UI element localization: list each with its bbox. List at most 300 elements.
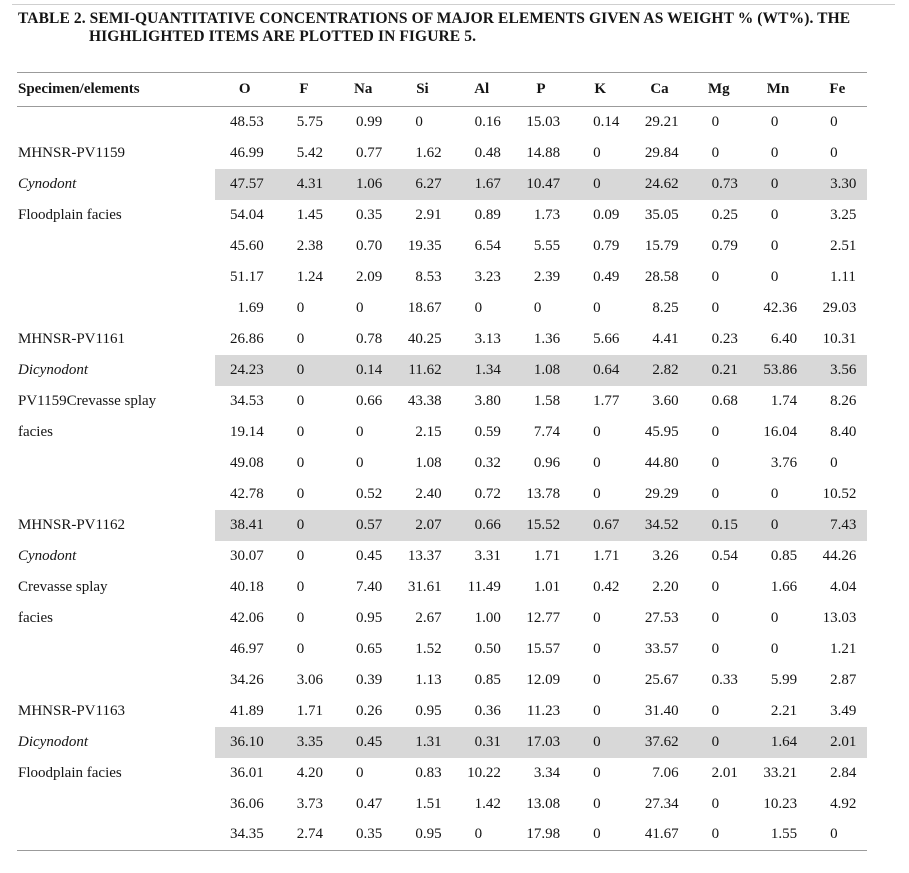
value-cell: 0 [296,485,305,502]
value-cell: 33.21 [763,764,798,781]
value-cell: 1.36 [533,330,561,347]
value-cell: 0 [356,454,364,471]
value-cell: 1.51 [415,795,442,812]
table-row [17,696,867,727]
value-cell: 6.54 [474,237,501,254]
value-cell: 17.03 [511,727,570,758]
value-cell: 0 [593,485,601,502]
value-cell: 43.38 [407,392,442,409]
col-header-Fe: Fe [808,73,867,107]
value-cell: 0 [711,454,720,471]
value-cell: 0.59 [474,423,501,440]
value-cell: 2.01 [711,764,738,781]
value-cell: 2.39 [533,268,561,285]
value-cell: 0 [830,454,838,471]
value-cell: 0.48 [474,144,501,161]
specimen-label [17,262,215,293]
value-cell: 1.00 [474,609,501,626]
value-cell: 30.07 [230,547,264,564]
value-cell: 1.66 [770,578,798,595]
value-cell: 8.53 [415,268,442,285]
value-cell: 53.86 [748,355,807,386]
value-cell: 0.21 [689,355,748,386]
value-cell: 4.20 [296,764,324,781]
value-cell: 29.21 [644,113,679,130]
value-cell: 0 [296,423,305,440]
value-cell: 0 [711,144,720,161]
value-cell: 54.04 [230,206,264,223]
value-cell: 1.71 [296,702,324,719]
value-cell: 26.86 [230,330,264,347]
specimen-label: Dicynodont [18,361,88,378]
value-cell: 1.45 [296,206,324,223]
value-cell: 3.26 [652,547,679,564]
value-cell: 46.99 [230,144,264,161]
value-cell: 45.60 [230,237,264,254]
value-cell: 3.25 [830,206,857,223]
value-cell: 0.73 [689,169,748,200]
value-cell: 0.95 [415,702,442,719]
value-cell: 2.84 [830,764,857,781]
value-cell: 12.77 [526,609,561,626]
value-cell: 0 [830,144,838,161]
value-cell: 0 [770,113,779,130]
value-cell: 49.08 [230,454,264,471]
value-cell: 1.55 [770,826,798,843]
value-cell: 1.13 [415,671,442,688]
value-cell: 15.79 [644,237,679,254]
value-cell: 0 [770,144,779,161]
value-cell: 47.57 [215,169,274,200]
value-cell: 0.14 [593,113,620,130]
value-cell: 0.95 [356,609,383,626]
value-cell: 0.39 [356,671,383,688]
value-cell: 2.20 [652,578,679,595]
value-cell: 4.04 [830,578,857,595]
value-cell: 0.32 [474,454,501,471]
value-cell: 0 [593,764,601,781]
value-cell: 0.45 [356,547,383,564]
value-cell: 1.71 [593,547,620,564]
value-cell: 2.01 [808,727,867,758]
value-cell: 0.79 [593,237,620,254]
value-cell: 2.07 [393,510,452,541]
value-cell: 6.27 [393,169,452,200]
table-row [17,293,867,324]
value-cell: 31.40 [644,702,679,719]
value-cell: 2.74 [296,826,324,843]
specimen-label [17,107,215,138]
value-cell: 28.58 [644,268,679,285]
value-cell: 0.35 [356,826,383,843]
value-cell: 0 [296,578,305,595]
table-caption [18,10,901,46]
value-cell: 0 [593,144,601,161]
value-cell: 2.09 [356,268,383,285]
value-cell: 0 [830,826,838,843]
col-header-Si: Si [393,73,452,107]
value-cell: 0.79 [711,237,738,254]
value-cell: 11.49 [467,578,501,595]
table-row [17,727,867,758]
value-cell: 4.31 [274,169,333,200]
value-cell: 2.91 [415,206,442,223]
value-cell: 24.23 [215,355,274,386]
value-cell: 10.22 [467,764,501,781]
value-cell: 3.34 [533,764,561,781]
value-cell: 0 [593,609,601,626]
value-cell: 1.69 [237,299,264,316]
value-cell: 0 [356,764,364,781]
value-cell: 0.70 [356,237,383,254]
value-cell: 15.52 [511,510,570,541]
value-cell: 3.60 [652,392,679,409]
value-cell: 0.45 [334,727,393,758]
value-cell: 1.64 [748,727,807,758]
value-cell: 3.49 [830,702,857,719]
value-cell: 15.57 [526,640,561,657]
value-cell: 15.03 [526,113,561,130]
value-cell: 42.78 [230,485,264,502]
value-cell: 0.25 [711,206,738,223]
table-row [17,107,867,138]
value-cell: 6.40 [770,330,798,347]
value-cell: 0.16 [474,113,501,130]
value-cell: 1.24 [296,268,324,285]
value-cell: 19.35 [407,237,442,254]
value-cell: 2.51 [830,237,857,254]
value-cell: 0.54 [711,547,738,564]
value-cell: 1.58 [533,392,561,409]
elements-table [17,72,867,851]
value-cell: 1.01 [533,578,561,595]
value-cell: 36.06 [230,795,264,812]
value-cell: 0.77 [356,144,383,161]
value-cell: 3.35 [274,727,333,758]
col-header-Al: Al [452,73,511,107]
value-cell: 0 [296,547,305,564]
value-cell: 0.52 [356,485,383,502]
value-cell: 0 [296,392,305,409]
value-cell: 36.10 [215,727,274,758]
value-cell: 0 [356,423,364,440]
value-cell: 29.29 [644,485,679,502]
table-row [17,417,867,448]
value-cell: 1.08 [511,355,570,386]
value-cell: 16.04 [763,423,798,440]
value-cell: 0 [571,169,630,200]
value-cell: 0 [711,826,720,843]
value-cell: 13.03 [822,609,857,626]
value-cell: 1.77 [593,392,620,409]
value-cell: 0.85 [474,671,501,688]
value-cell: 1.67 [452,169,511,200]
table-row [17,324,867,355]
value-cell: 3.13 [474,330,501,347]
value-cell: 8.26 [830,392,857,409]
specimen-label [17,448,215,479]
value-cell: 42.06 [230,609,264,626]
value-cell: 38.41 [215,510,274,541]
value-cell: 2.38 [296,237,324,254]
table-row [17,820,867,851]
value-cell: 0 [296,454,305,471]
value-cell: 5.75 [296,113,324,130]
value-cell: 3.31 [474,547,501,564]
value-cell: 0 [689,727,748,758]
specimen-label: Floodplain facies [18,206,122,223]
caption-line-1: TABLE 2. SEMI-QUANTITATIVE CONCENTRATIONS OF MAJOR ELEMENTS GIVEN AS WEIGHT % (WT%). THE [18,10,851,27]
col-header-Ca: Ca [630,73,689,107]
value-cell: 2.15 [415,423,442,440]
value-cell: 0 [711,640,720,657]
value-cell: 29.03 [822,299,857,316]
value-cell: 1.34 [452,355,511,386]
value-cell: 0 [593,454,601,471]
value-cell: 0 [770,640,779,657]
specimen-label: Crevasse splay [18,578,108,595]
value-cell: 0 [593,795,601,812]
table-row [17,262,867,293]
value-cell: 33.57 [644,640,679,657]
value-cell: 3.80 [474,392,501,409]
value-cell: 0.95 [415,826,442,843]
col-header-F: F [274,73,333,107]
value-cell: 0 [711,299,720,316]
value-cell: 36.01 [230,764,264,781]
value-cell: 0.42 [593,578,620,595]
value-cell: 0.09 [593,206,620,223]
table-row [17,355,867,386]
table-row [17,541,867,572]
value-cell: 0.66 [356,392,383,409]
value-cell: 0 [711,609,720,626]
value-cell: 0.26 [356,702,383,719]
value-cell: 0 [711,795,720,812]
value-cell: 7.74 [533,423,561,440]
value-cell: 0 [770,485,779,502]
table-row [17,789,867,820]
value-cell: 0.14 [334,355,393,386]
value-cell: 0.35 [356,206,383,223]
value-cell: 2.40 [415,485,442,502]
value-cell: 1.08 [415,454,442,471]
specimen-label [17,789,215,820]
table-body [17,107,867,851]
value-cell: 0 [711,113,720,130]
table-row [17,138,867,169]
value-cell: 13.37 [407,547,442,564]
specimen-label [17,665,215,696]
value-cell: 0.23 [711,330,738,347]
value-cell: 10.52 [822,485,857,502]
value-cell: 0.36 [474,702,501,719]
value-cell: 0 [593,671,601,688]
value-cell: 14.88 [526,144,561,161]
value-cell: 5.55 [533,237,561,254]
value-cell: 44.80 [644,454,679,471]
value-cell: 24.62 [630,169,689,200]
value-cell: 11.23 [526,702,561,719]
value-cell: 0 [593,702,601,719]
value-cell: 45.95 [644,423,679,440]
specimen-label [17,231,215,262]
value-cell: 7.40 [356,578,383,595]
value-cell: 0 [711,485,720,502]
value-cell: 3.76 [770,454,798,471]
value-cell: 8.25 [652,299,679,316]
value-cell: 0.78 [356,330,383,347]
value-cell: 3.23 [474,268,501,285]
value-cell: 2.67 [415,609,442,626]
value-cell: 4.92 [830,795,857,812]
value-cell: 0 [770,609,779,626]
value-cell: 3.30 [808,169,867,200]
table-row [17,758,867,789]
col-header-Na: Na [334,73,393,107]
value-cell: 10.23 [763,795,798,812]
value-cell: 1.73 [533,206,561,223]
value-cell: 29.84 [644,144,679,161]
table-row [17,603,867,634]
specimen-label: facies [18,423,53,440]
value-cell: 10.47 [511,169,570,200]
value-cell: 8.40 [830,423,857,440]
table-row [17,479,867,510]
specimen-label: MHNSR-PV1163 [18,702,125,719]
value-cell: 0 [748,169,807,200]
value-cell: 46.97 [230,640,264,657]
value-cell: 0.67 [571,510,630,541]
col-header-Mg: Mg [689,73,748,107]
value-cell: 0.31 [452,727,511,758]
col-header-P: P [511,73,570,107]
table-row [17,386,867,417]
value-cell: 0 [533,299,542,316]
value-cell: 0 [711,578,720,595]
specimen-label: MHNSR-PV1159 [18,144,125,161]
value-cell: 0 [593,640,601,657]
page-top-rule [12,4,895,5]
value-cell: 5.99 [770,671,798,688]
value-cell: 0.33 [711,671,738,688]
value-cell: 3.06 [296,671,324,688]
value-cell: 1.11 [830,268,856,285]
value-cell: 0 [356,299,364,316]
value-cell: 0 [593,826,601,843]
value-cell: 0.57 [334,510,393,541]
specimen-label: Cynodont [18,547,77,564]
col-header-Mn: Mn [748,73,807,107]
value-cell: 27.53 [644,609,679,626]
value-cell: 0.47 [356,795,383,812]
table-row [17,231,867,262]
table-row [17,169,867,200]
value-cell: 0.68 [711,392,738,409]
specimen-label: Dicynodont [18,733,88,750]
value-cell: 0.85 [770,547,798,564]
value-cell: 0 [711,423,720,440]
value-cell: 41.89 [230,702,264,719]
value-cell: 40.18 [230,578,264,595]
value-cell: 0 [593,299,601,316]
table-row [17,572,867,603]
value-cell: 44.26 [822,547,857,564]
value-cell: 40.25 [407,330,442,347]
specimen-label: PV1159Crevasse splay [18,392,157,409]
value-cell: 0.64 [571,355,630,386]
table-row [17,665,867,696]
specimen-label: MHNSR-PV1162 [18,516,125,533]
value-cell: 0 [770,268,779,285]
value-cell: 34.35 [230,826,264,843]
value-cell: 34.26 [230,671,264,688]
value-cell: 27.34 [644,795,679,812]
value-cell: 0 [711,268,720,285]
value-cell: 12.09 [526,671,561,688]
specimen-label: Floodplain facies [18,764,122,781]
caption-line-2: HIGHLIGHTED ITEMS ARE PLOTTED IN FIGURE 5. [89,28,477,45]
value-cell: 19.14 [230,423,264,440]
value-cell: 1.42 [474,795,501,812]
value-cell: 10.31 [822,330,857,347]
value-cell: 2.21 [770,702,798,719]
value-cell: 34.53 [230,392,264,409]
value-cell: 4.41 [652,330,679,347]
value-cell: 48.53 [230,113,264,130]
value-cell: 0 [296,609,305,626]
value-cell: 0 [274,510,333,541]
value-cell: 1.31 [393,727,452,758]
value-cell: 2.87 [830,671,857,688]
specimen-label [17,293,215,324]
value-cell: 1.06 [334,169,393,200]
value-cell: 34.52 [630,510,689,541]
value-cell: 2.82 [630,355,689,386]
col-header-O: O [215,73,274,107]
specimen-label [17,820,215,851]
value-cell: 0.83 [415,764,442,781]
value-cell: 1.52 [415,640,442,657]
value-cell: 11.62 [393,355,452,386]
value-cell: 25.67 [644,671,679,688]
value-cell: 3.73 [296,795,324,812]
value-cell: 13.08 [526,795,561,812]
value-cell: 0.50 [474,640,501,657]
value-cell: 0 [274,355,333,386]
value-cell: 0 [296,299,305,316]
table-row [17,200,867,231]
value-cell: 1.21 [830,640,857,657]
value-cell: 0 [830,113,838,130]
value-cell: 0 [770,237,779,254]
value-cell: 0.96 [533,454,561,471]
value-cell: 1.71 [533,547,561,564]
value-cell: 0 [748,510,807,541]
specimen-label [17,634,215,665]
value-cell: 0 [571,727,630,758]
table-row [17,448,867,479]
value-cell: 31.61 [407,578,442,595]
value-cell: 0 [711,702,720,719]
value-cell: 0.99 [356,113,383,130]
value-cell: 1.74 [770,392,798,409]
col-header-K: K [571,73,630,107]
value-cell: 41.67 [644,826,679,843]
value-cell: 5.66 [593,330,620,347]
value-cell: 0 [296,640,305,657]
value-cell: 42.36 [763,299,798,316]
